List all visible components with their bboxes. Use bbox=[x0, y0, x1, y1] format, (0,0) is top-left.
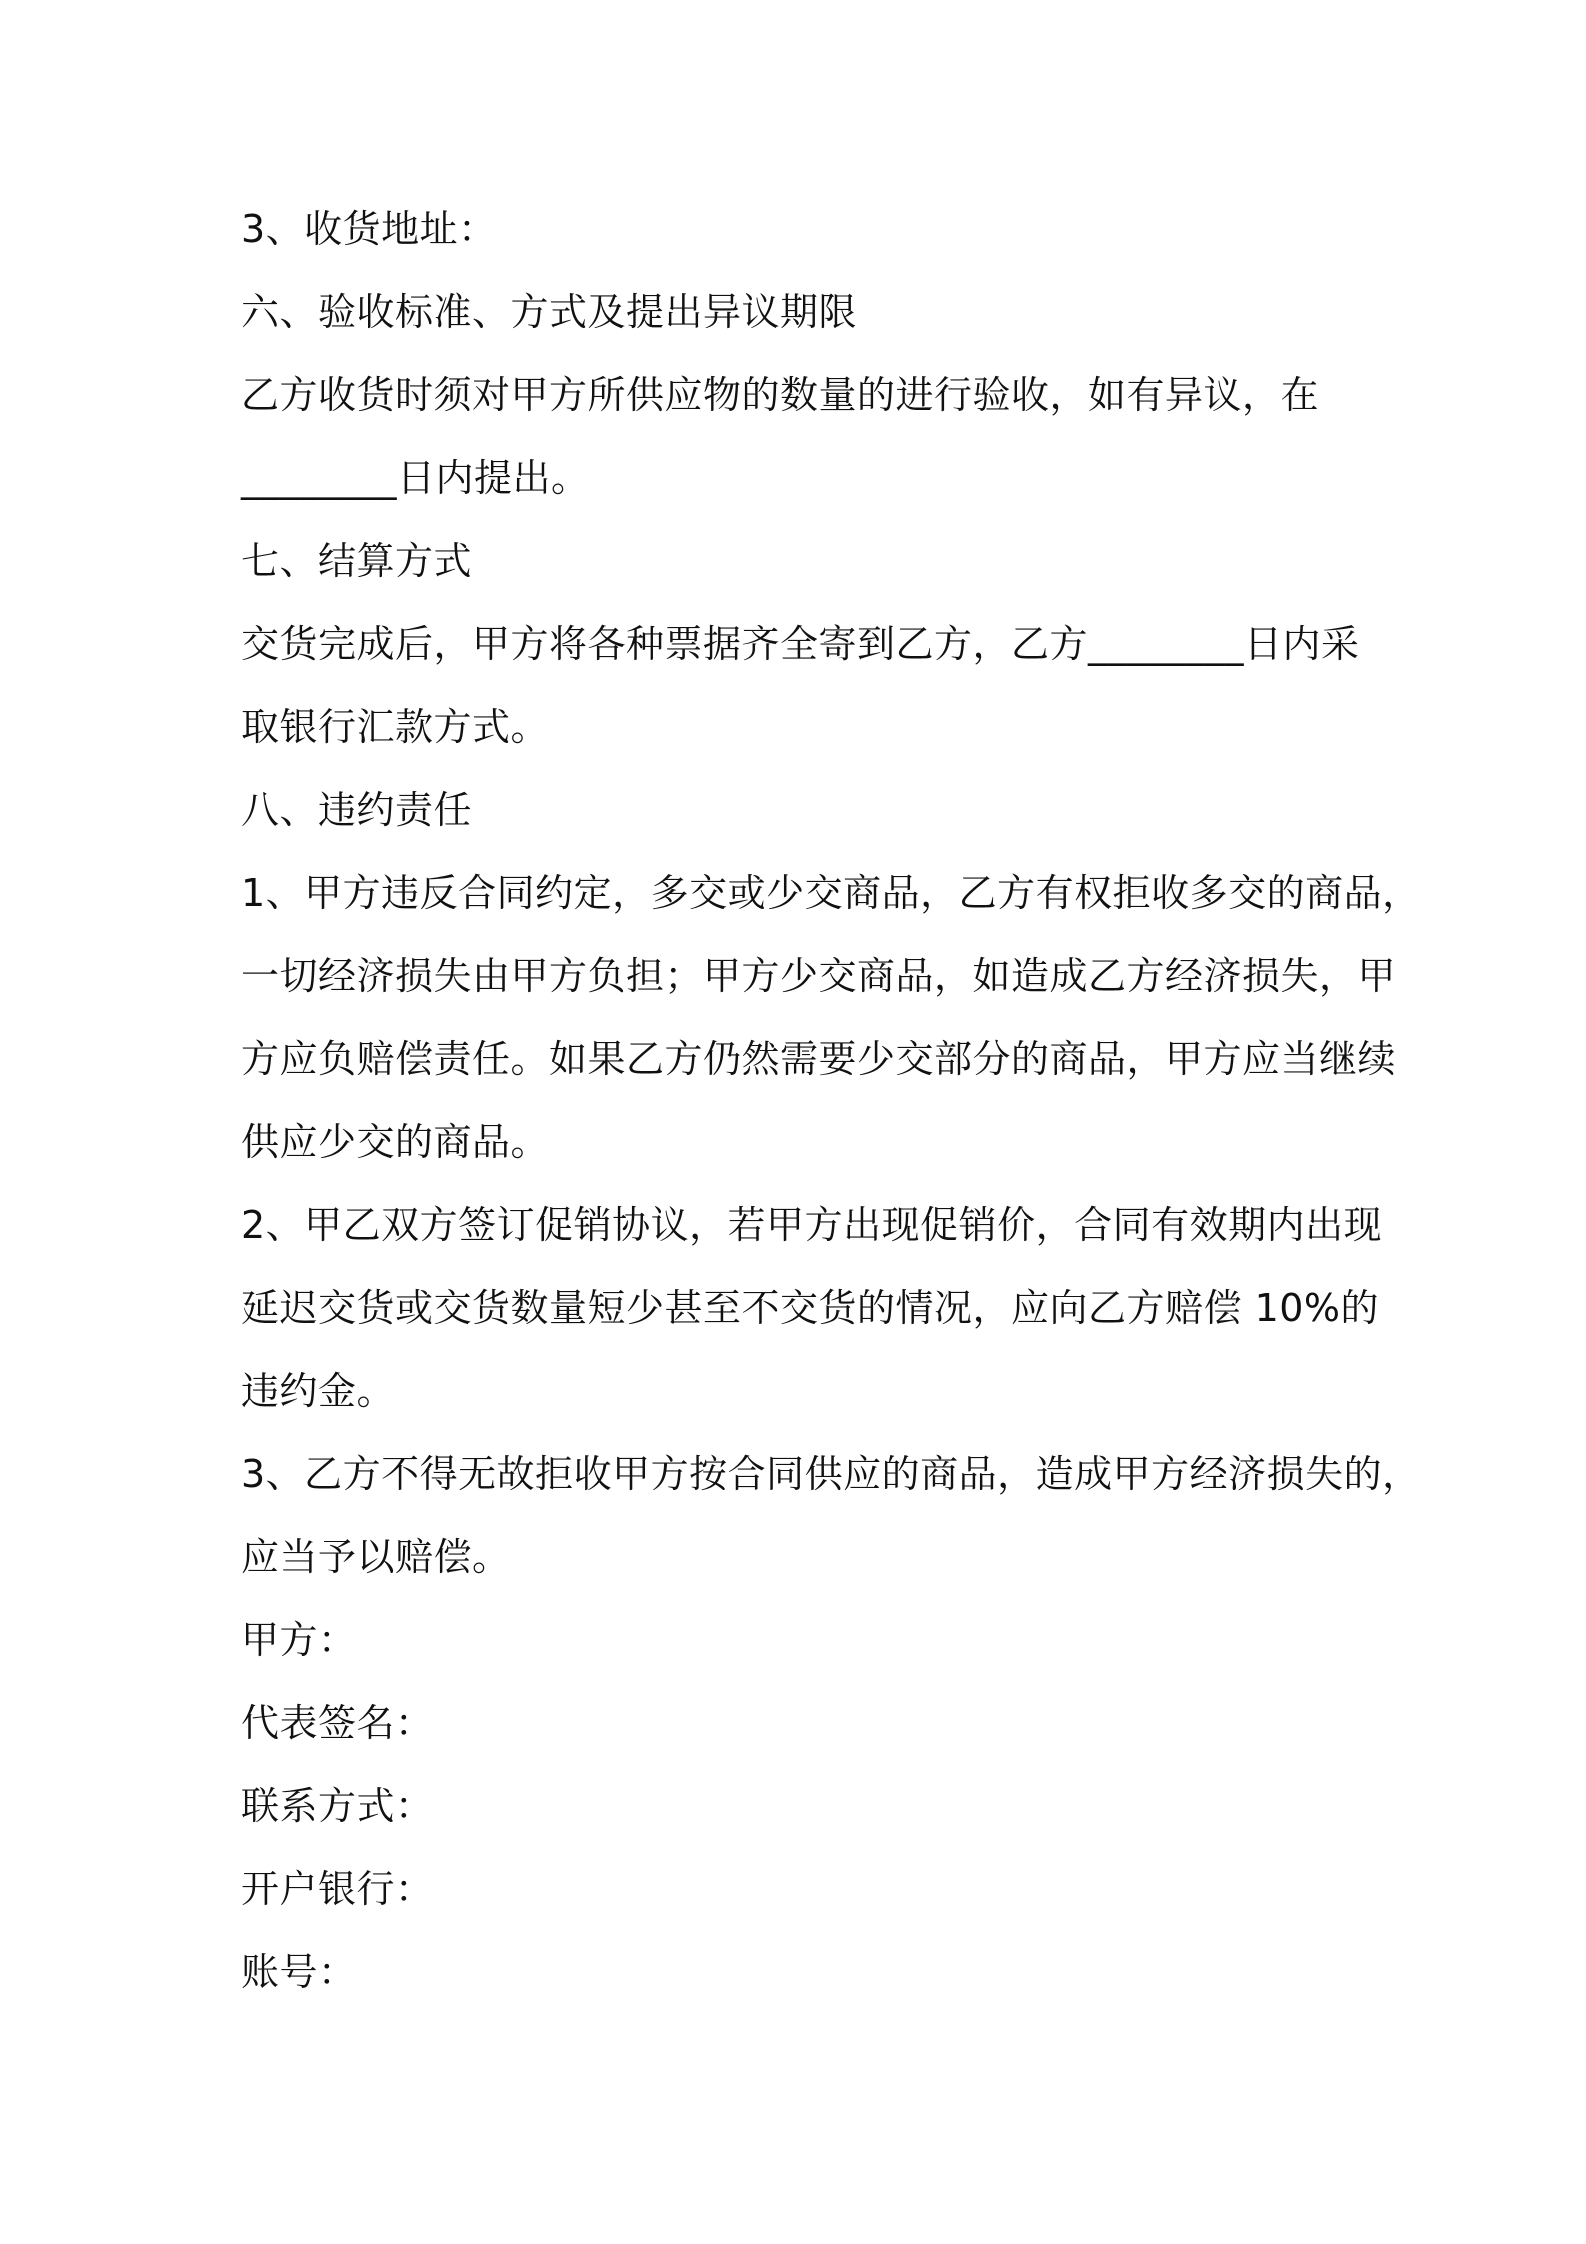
signature-account: 账号： bbox=[241, 1950, 357, 1994]
paragraph-line: 方应负赔偿责任。如果乙方仍然需要少交部分的商品，甲方应当继续 bbox=[241, 1037, 1397, 1081]
signature-party-a: 甲方： bbox=[241, 1618, 357, 1662]
paragraph-line: 应当予以赔偿。 bbox=[241, 1535, 511, 1579]
paragraph-line: 违约金。 bbox=[241, 1369, 396, 1413]
clause-delivery-address: 3、收货地址： bbox=[241, 207, 497, 251]
paragraph-line: 交货完成后，甲方将各种票据齐全寄到乙方，乙方________日内采 bbox=[241, 622, 1360, 666]
paragraph-line: 供应少交的商品。 bbox=[241, 1120, 550, 1164]
paragraph-line: 延迟交货或交货数量短少甚至不交货的情况，应向乙方赔偿 10%的 bbox=[241, 1286, 1380, 1330]
paragraph-line: 3、乙方不得无故拒收甲方按合同供应的商品，造成甲方经济损失的， bbox=[241, 1452, 1421, 1496]
paragraph-line: ________日内提出。 bbox=[241, 456, 590, 500]
signature-contact: 联系方式： bbox=[241, 1784, 434, 1828]
section-heading-settlement: 七、结算方式 bbox=[241, 539, 473, 583]
paragraph-line: 乙方收货时须对甲方所供应物的数量的进行验收，如有异议，在 bbox=[241, 373, 1320, 417]
paragraph-line: 1、甲方违反合同约定，多交或少交商品，乙方有权拒收多交的商品， bbox=[241, 871, 1421, 915]
paragraph-line: 2、甲乙双方签订促销协议，若甲方出现促销价，合同有效期内出现 bbox=[241, 1203, 1383, 1247]
paragraph-line: 取银行汇款方式。 bbox=[241, 705, 550, 749]
paragraph-line: 一切经济损失由甲方负担；甲方少交商品，如造成乙方经济损失，甲 bbox=[241, 954, 1397, 998]
section-heading-acceptance: 六、验收标准、方式及提出异议期限 bbox=[241, 290, 858, 334]
section-heading-liability: 八、违约责任 bbox=[241, 788, 473, 832]
signature-representative: 代表签名： bbox=[241, 1701, 434, 1745]
signature-bank: 开户银行： bbox=[241, 1867, 434, 1911]
